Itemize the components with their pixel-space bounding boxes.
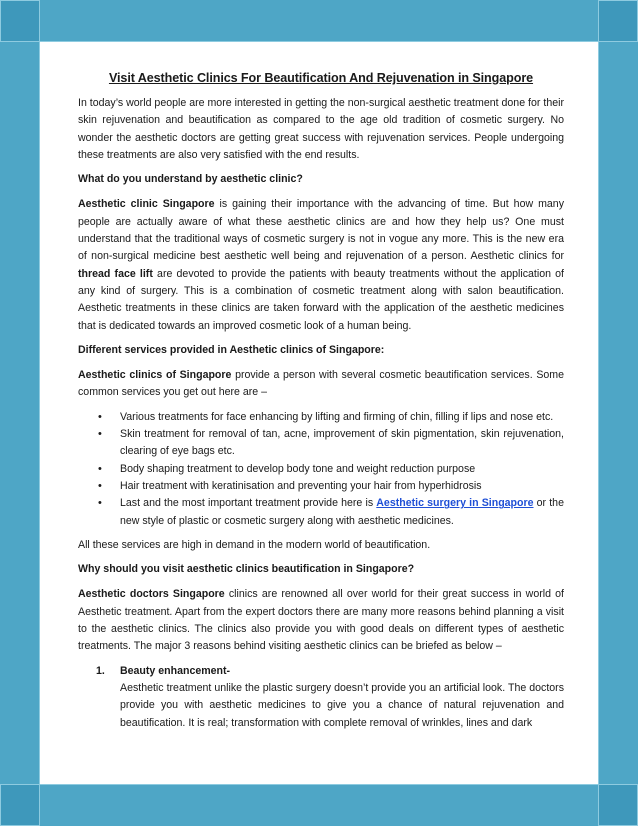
list-item-text: or the new style of plastic or cosmetic surgery along with aesthetic medicines. [120, 497, 564, 527]
question-heading-1: What do you understand by aesthetic clinic? [78, 173, 303, 186]
bold-term: Aesthetic doctors Singapore [78, 588, 225, 601]
paragraph-doctors [78, 586, 564, 655]
paragraph-text: clinics are renowned all over world for their great success in world of Aesthetic treatment. Apart from the expert doctors there are many more reasons behind planning a visit to the aesthetic clinics. The clinics also provide you with good deals on different types of aesthetic treatments. The major 3 reasons behind visiting aesthetic clinics can be briefed as below – [78, 588, 564, 653]
list-number: 1. [96, 664, 105, 677]
border-line-right [598, 0, 599, 826]
intro-paragraph: In today’s world people are more interested in getting the non-surgical aesthetic treatment done for their skin rejuvenation and beautification as compared to the age old tradition of cosmetic surgery. No wonder the aesthetic doctors are getting great success with rejuvenation services. People undergoing these treatments are also very satisfied with the end results. [78, 97, 564, 161]
services-list [78, 409, 564, 530]
document-title: Visit Aesthetic Clinics For Beautification And Rejuvenation in Singapore [108, 71, 534, 85]
corner-block-top-right [598, 0, 638, 42]
paragraph-text: are devoted to provide the patients with beauty treatments without the application of any kind of surgery. This is a combination of cosmetic treatment along with salon beautification. Aesthetic treatments in these clinics are taken forward with the application of the aesthetic medicines that is dedicated towards an improved cosmetic look of a human being. [78, 267, 564, 332]
list-item: • Skin treatment for removal of tan, acne, improvement of skin pigmentation, skin rejuvenation, clearing of eye bags etc. [120, 426, 564, 461]
reason-text: Aesthetic treatment unlike the plastic surgery doesn’t provide you an artificial look. The doctors provide you with aesthetic medicines to give you a chance of natural rejuvenation and beautification. It is real; transformation with complete removal of wrinkles, lines and dark [120, 681, 564, 729]
bold-term: thread face lift [78, 267, 153, 280]
list-item [96, 663, 564, 732]
corner-block-top-left [0, 0, 40, 42]
aesthetic-surgery-link[interactable]: Aesthetic surgery in Singapore [376, 497, 534, 510]
corner-block-bottom-left [0, 784, 40, 826]
document-body [78, 70, 564, 732]
list-item-text: Last and the most important treatment provide here is [120, 497, 377, 510]
question-heading-3: Why should you visit aesthetic clinics beautification in Singapore? [78, 563, 415, 576]
document-page [40, 42, 598, 784]
list-item: • Body shaping treatment to develop body tone and weight reduction purpose [120, 461, 564, 478]
bold-term: Aesthetic clinics of Singapore [78, 369, 232, 382]
paragraph-demand: All these services are high in demand in the modern world of beautification. [78, 538, 431, 551]
list-item [120, 495, 564, 530]
question-heading-2: Different services provided in Aesthetic clinics of Singapore: [78, 343, 385, 356]
reason-heading: Beauty enhancement- [120, 664, 231, 677]
paragraph-services-intro [78, 367, 564, 402]
paragraph-text: provide a person with several cosmetic beautification services. Some common services you get out here are – [78, 369, 564, 399]
list-item: • Hair treatment with keratinisation and preventing your hair from hyperhidrosis [120, 478, 564, 495]
reasons-list [78, 663, 564, 732]
bold-term: Aesthetic clinic Singapore [78, 198, 215, 211]
paragraph-aesthetic-clinic [78, 196, 564, 334]
border-line-bottom [0, 784, 638, 785]
corner-block-bottom-right [598, 784, 638, 826]
paragraph-text: is gaining their importance with the advancing of time. But how many people are actually aware of what these aesthetic clinics are and how they help us? One must understand that the traditional ways of cosmetic surgery is not in vogue any more. This is the new era of non-surgical medicine best aesthetic well being and rejuvenation of a person. Aesthetic clinics for [78, 198, 564, 263]
list-item: • Various treatments for face enhancing by lifting and firming of chin, filling if lips and nose etc. [120, 409, 564, 426]
